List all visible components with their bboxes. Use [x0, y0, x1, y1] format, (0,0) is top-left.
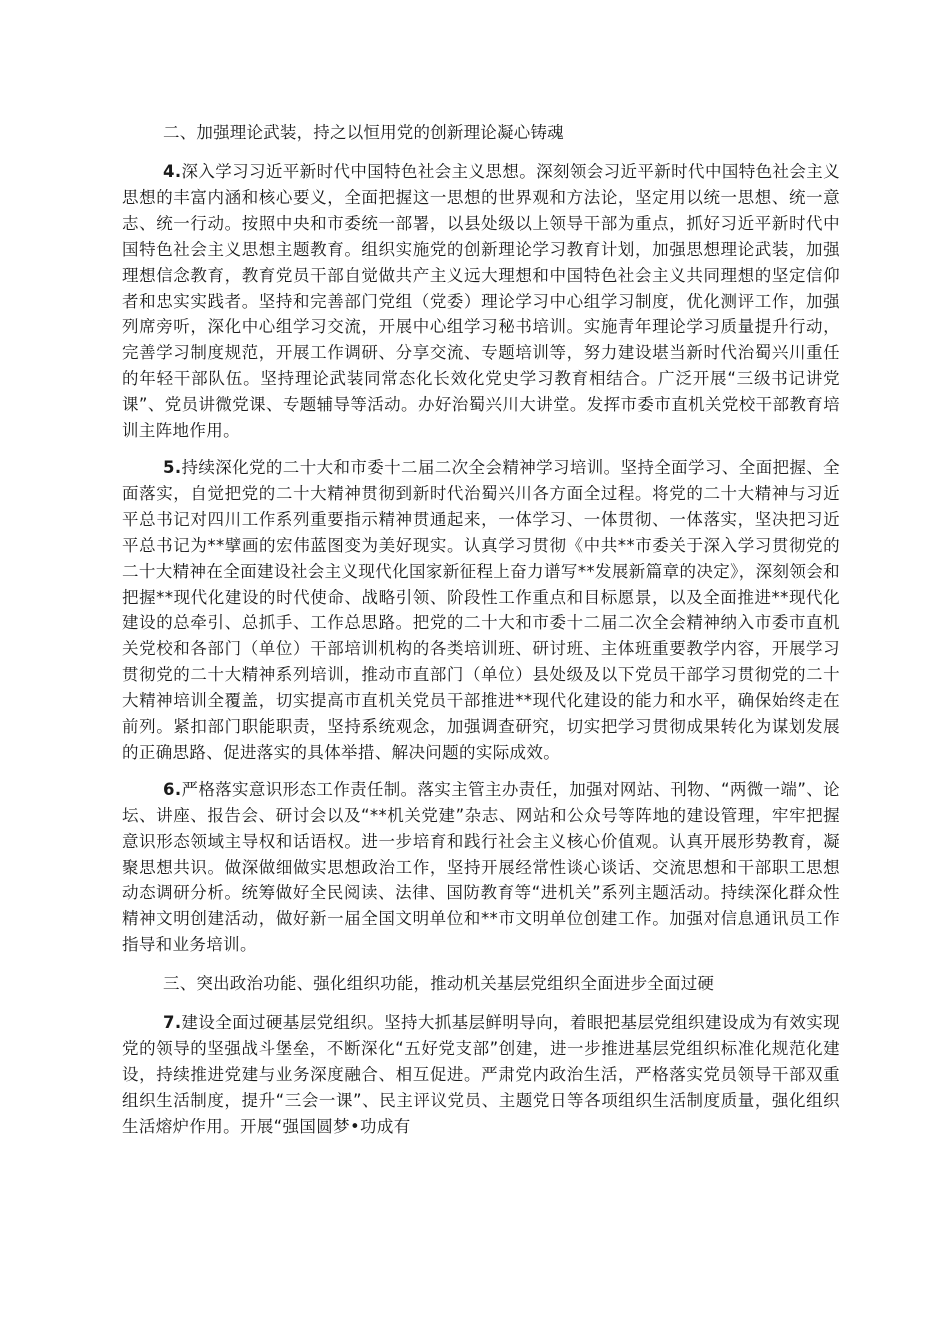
- paragraph-item-4: [122, 159, 840, 444]
- paragraph-text: 深入学习习近平新时代中国特色社会主义思想。深刻领会习近平新时代中国特色社会主义思想的丰富内涵和核心要义，全面把握这一思想的世界观和方法论，坚定用以统一思想、统一意志、统一行动。按照中央和市委统一部署，以县处级以上领导干部为重点，抓好习近平新时代中国特色社会主义思想主题教育。组织实施党的创新理论学习教育计划，加强思想理论武装，加强理想信念教育，教育党员干部自觉做共产主义远大理想和中国特色社会主义共同理想的坚定信仰者和忠实实践者。坚持和完善部门党组（党委）理论学习中心组学习制度，优化测评工作，加强列席旁听，深化中心组学习交流，开展中心组学习秘书培训。实施青年理论学习质量提升行动，完善学习制度规范，开展工作调研、分享交流、专题培训等，努力建设堪当新时代治蜀兴川重任的年轻干部队伍。坚持理论武装同常态化长效化党史学习教育相结合。广泛开展“三级书记讲党课”、党员讲微党课、专题辅导等活动。办好治蜀兴川大讲堂。发挥市委市直机关党校干部教育培训主阵地作用。: [122, 162, 840, 441]
- paragraph-text: 严格落实意识形态工作责任制。落实主管主办责任，加强对网站、刊物、“两微一端”、论坛、讲座、报告会、研讨会以及“**机关党建”杂志、网站和公众号等阵地的建设管理，牢牢把握意识形态领域主导权和话语权。进一步培育和践行社会主义核心价值观。认真开展形势教育，凝聚思想共识。做深做细做实思想政治工作，坚持开展经常性谈心谈话、交流思想和干部职工思想动态调研分析。统筹做好全民阅读、法律、国防教育等“进机关”系列主题活动。持续深化群众性精神文明创建活动，做好新一届全国文明单位和**市文明单位创建工作。加强对信息通讯员工作指导和业务培训。: [122, 779, 840, 955]
- paragraph-text: 建设全面过硬基层党组织。坚持大抓基层鲜明导向，着眼把基层党组织建设成为有效实现党的领导的坚强战斗堡垒，不断深化“五好党支部”创建，进一步推进基层党组织标准化规范化建设，持续推进党建与业务深度融合、相互促进。严肃党内政治生活，严格落实党员领导干部双重组织生活制度，提升“三会一课”、民主评议党员、主题党日等各项组织生活制度质量，强化组织生活熔炉作用。开展“强国圆梦•功成有: [122, 1013, 840, 1136]
- paragraph-item-5: [122, 455, 840, 766]
- document-page: [122, 118, 840, 1151]
- item-number: 5.: [163, 457, 182, 477]
- paragraph-text: 持续深化党的二十大和市委十二届二次全会精神学习培训。坚持全面学习、全面把握、全面落实，自觉把党的二十大精神贯彻到新时代治蜀兴川各方面全过程。将党的二十大精神与习近平总书记对四川工作系列重要指示精神贯通起来，一体学习、一体贯彻、一体落实，坚决把习近平总书记为**擘画的宏伟蓝图变为美好现实。认真学习贯彻《中共**市委关于深入学习贯彻党的二十大精神在全面建设社会主义现代化国家新征程上奋力谱写**发展新篇章的决定》，深刻领会和把握**现代化建设的时代使命、战略引领、阶段性工作重点和目标愿景，以及全面推进**现代化建设的总牵引、总抓手、工作总思路。把党的二十大和市委十二届二次全会精神纳入市委市直机关党校和各部门（单位）干部培训机构的各类培训班、研讨班、主体班重要教学内容，开展学习贯彻党的二十大精神系列培训，推动市直部门（单位）县处级及以下党员干部学习贯彻党的二十大精神培训全覆盖，切实提高市直机关党员干部推进**现代化建设的能力和水平，确保始终走在前列。紧扣部门职能职责，坚持系统观念，加强调查研究，切实把学习贯彻成果转化为谋划发展的正确思路、促进落实的具体举措、解决问题的实际成效。: [122, 457, 840, 762]
- paragraph-item-7: [122, 1010, 840, 1140]
- section-heading-2: 二、加强理论武装，持之以恒用党的创新理论凝心铸魂: [163, 123, 564, 142]
- item-number: 4.: [163, 162, 182, 181]
- paragraph-item-6: [122, 777, 840, 958]
- item-number: 7.: [163, 1013, 182, 1033]
- section-heading-3: 三、突出政治功能、强化组织功能，推动机关基层党组织全面进步全面过硬: [163, 974, 715, 994]
- item-number: 6.: [163, 779, 182, 799]
